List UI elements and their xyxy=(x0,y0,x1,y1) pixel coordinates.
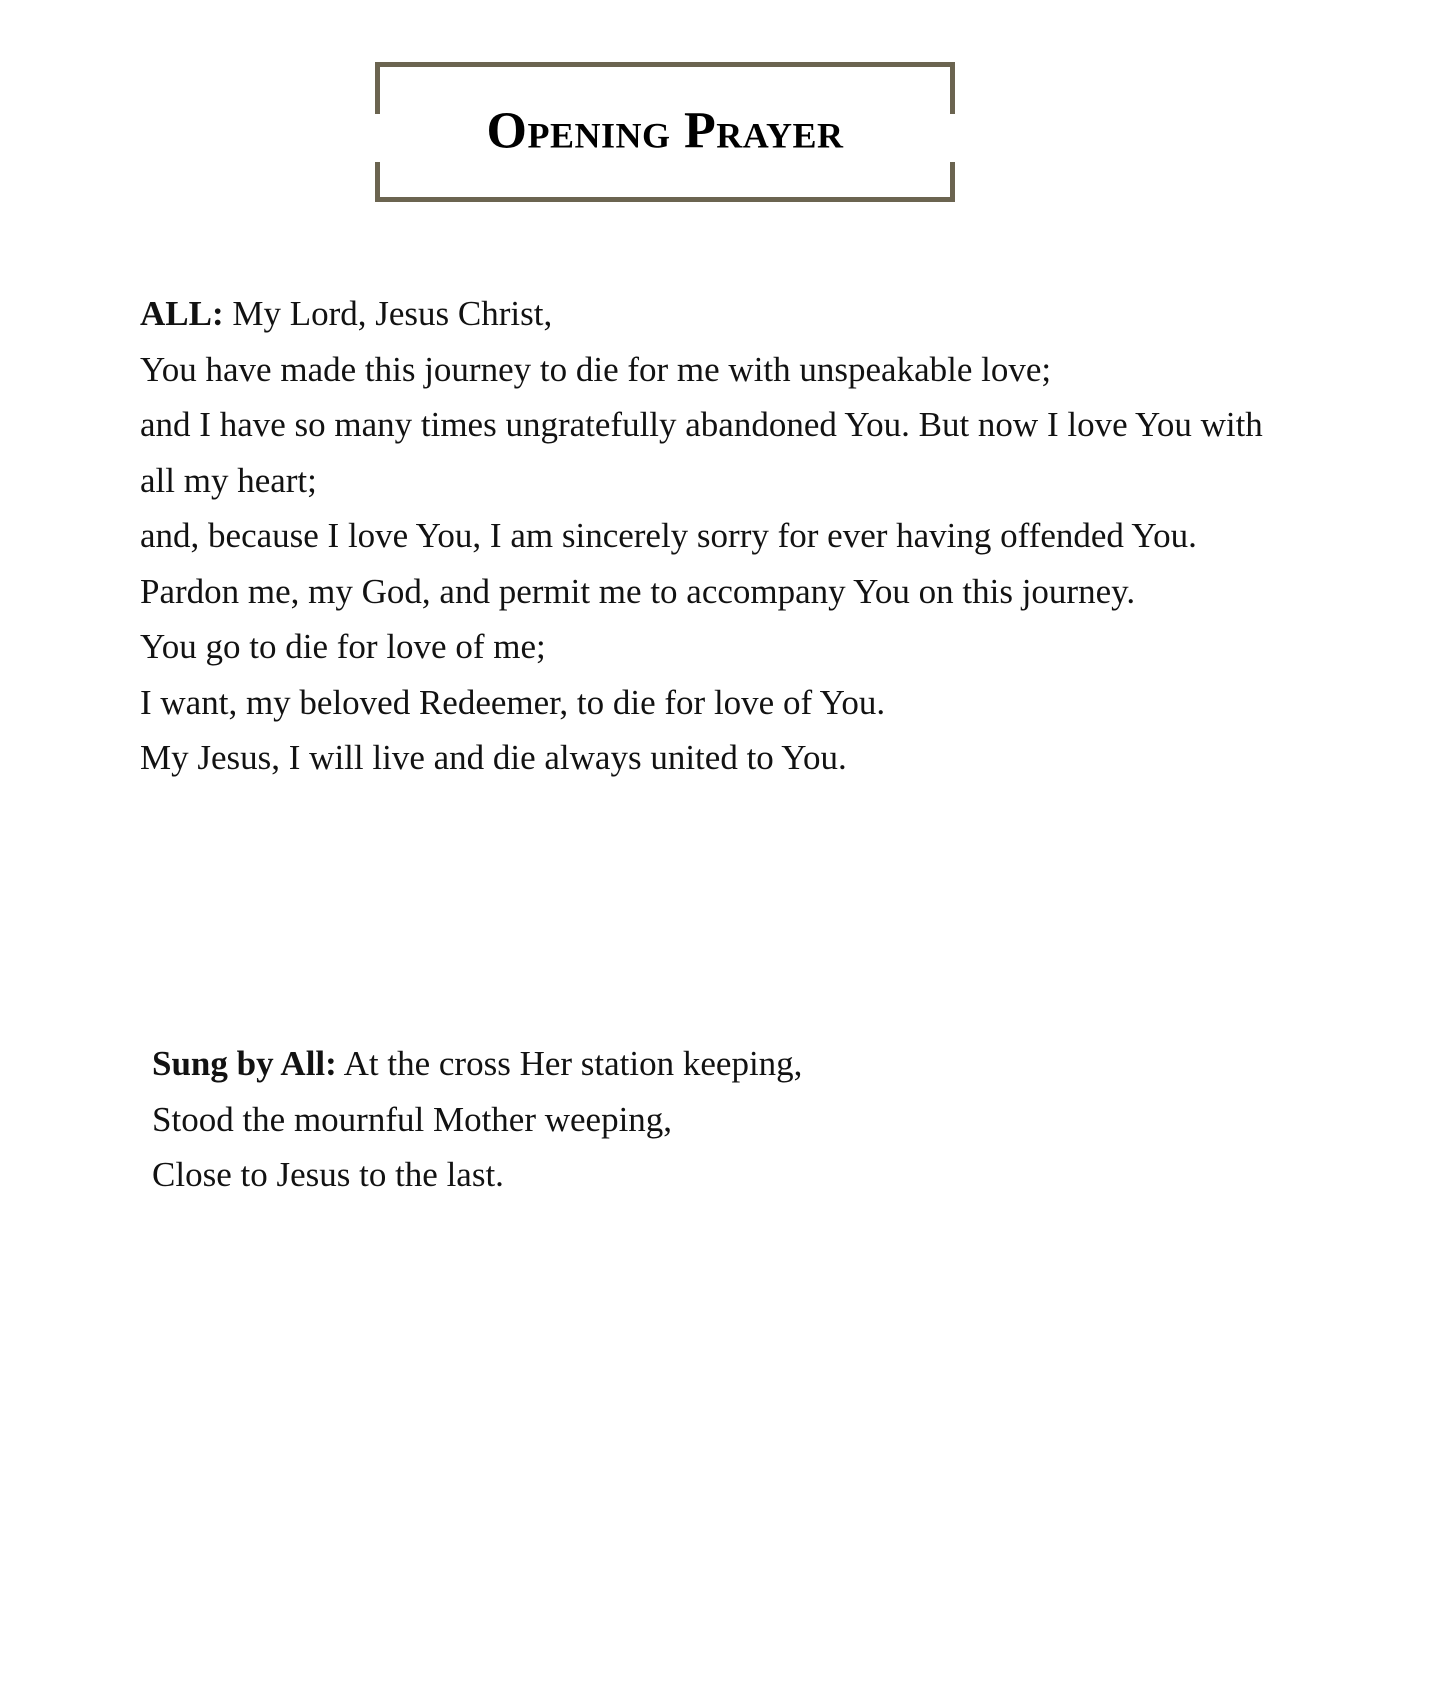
prayer-speaker-label: ALL: xyxy=(140,294,224,333)
title-frame-bottom-rule xyxy=(375,197,955,202)
page-title: Opening Prayer xyxy=(486,102,844,160)
prayer-line-text: Pardon me, my God, and permit me to accompany You on this journey. xyxy=(140,571,1136,611)
prayer-line xyxy=(140,564,1300,620)
prayer-line xyxy=(140,397,1300,508)
prayer-line xyxy=(140,730,1300,786)
prayer-line xyxy=(140,342,1300,398)
title-frame-left-lower-rule xyxy=(375,162,380,202)
prayer-line-text: You have made this journey to die for me with unspeakable love; xyxy=(140,349,1052,389)
title-frame-top-rule xyxy=(375,62,955,67)
sung-line-text: At the cross Her station keeping, xyxy=(343,1044,803,1083)
sung-line xyxy=(152,1147,1312,1203)
prayer-line xyxy=(140,675,1300,731)
opening-prayer-body xyxy=(140,286,1300,786)
prayer-line-text: My Lord, Jesus Christ, xyxy=(232,294,553,333)
prayer-line-text: You go to die for love of me; xyxy=(140,627,546,666)
sung-speaker-label: Sung by All: xyxy=(152,1044,337,1083)
page-title-frame xyxy=(375,62,955,202)
title-frame-right-lower-rule xyxy=(950,162,955,202)
prayer-line-text: My Jesus, I will live and die always united to You. xyxy=(140,738,847,777)
sung-line xyxy=(152,1092,1312,1148)
sung-line-text: Close to Jesus to the last. xyxy=(152,1155,504,1194)
prayer-line xyxy=(140,286,1300,342)
prayer-line-text: and I have so many times ungratefully abandoned You. But now I love You with all my heart; xyxy=(140,405,1263,500)
sung-line-text: Stood the mournful Mother weeping, xyxy=(152,1099,673,1139)
sung-by-all-body xyxy=(152,1036,1312,1203)
prayer-line-text: and, because I love You, I am sincerely sorry for ever having offended You. xyxy=(140,516,1197,555)
prayer-line xyxy=(140,508,1300,564)
prayer-line xyxy=(140,619,1300,675)
prayer-line-text: I want, my beloved Redeemer, to die for love of You. xyxy=(140,682,886,722)
sung-line xyxy=(152,1036,1312,1092)
